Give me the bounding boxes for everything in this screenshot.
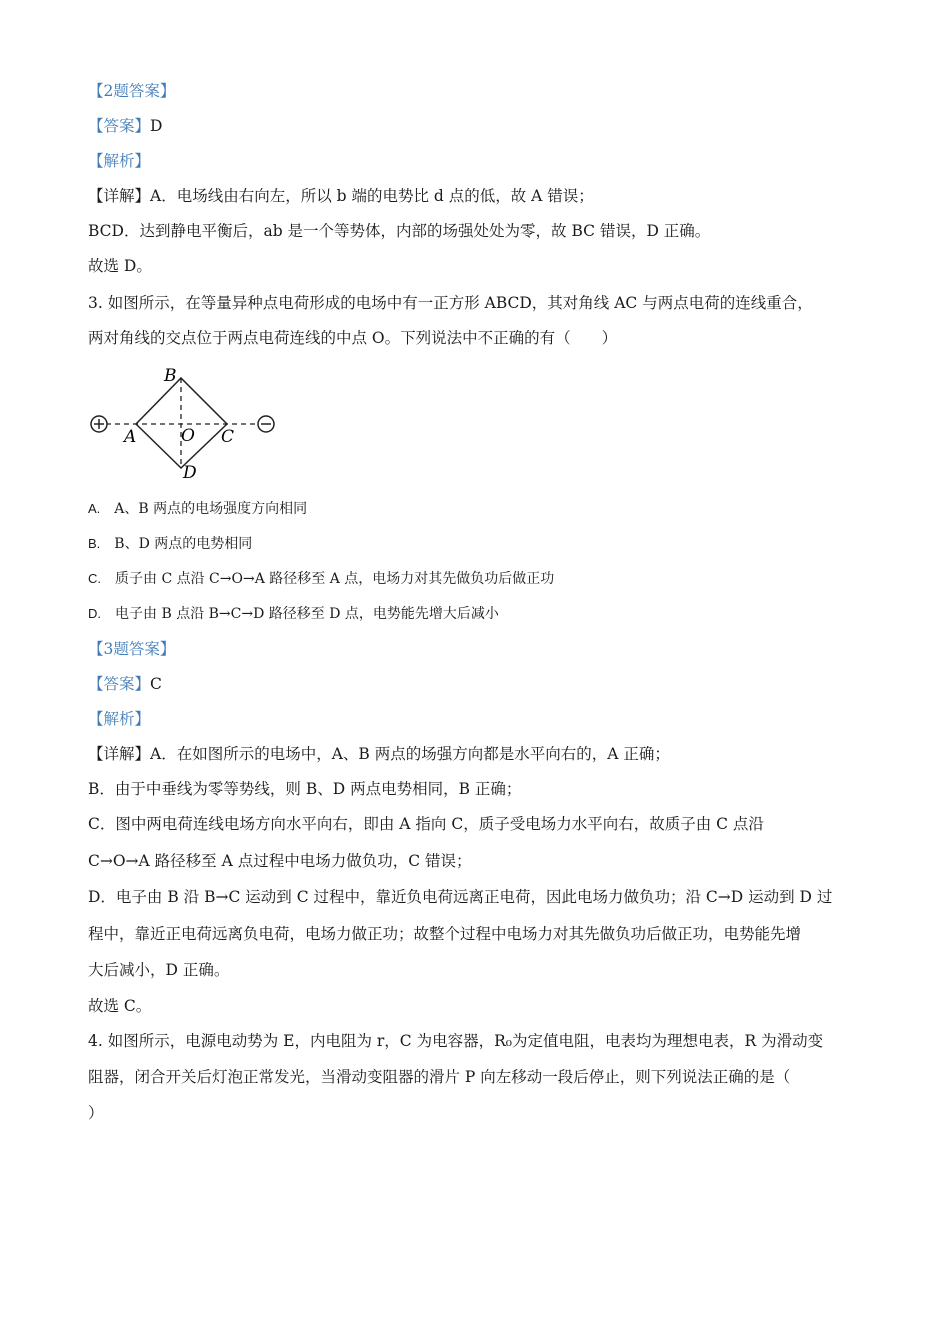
q3-option-c[interactable]: C. 质子由 C 点沿 C→O→A 路径移至 A 点，电场力对其先做负功后做正功 (88, 571, 555, 587)
q2-detail-1: 【详解】A．电场线由右向左，所以 b 端的电势比 d 点的低，故 A 错误； (88, 187, 594, 205)
q3-option-d[interactable]: D. 电子由 B 点沿 B→C→D 路径移至 D 点，电势能先增大后减小 (88, 606, 499, 622)
q3-option-a[interactable]: A. A、B 两点的电场强度方向相同 (88, 501, 308, 517)
q3-answer-header: 【3题答案】 (88, 640, 176, 658)
q4-stem-line-2: 阻器，闭合开关后灯泡正常发光，当滑动变阻器的滑片 P 向左移动一段后停止，则下列说法正确的是（ (88, 1068, 791, 1086)
label-c: C (221, 427, 235, 447)
label-b: B (164, 366, 177, 386)
label-o: O (181, 426, 195, 446)
q3-detail-2: B．由于中垂线为零等势线，则 B、D 两点电势相同，B 正确； (88, 780, 522, 798)
q2-conclusion: 故选 D。 (88, 257, 152, 275)
q3-analysis-header: 【解析】 (88, 710, 151, 728)
q3-detail-7: 大后减小，D 正确。 (88, 961, 230, 979)
label-d: D (183, 463, 197, 482)
q2-answer-header: 【2题答案】 (88, 82, 176, 100)
q3-detail-4: C→O→A 路径移至 A 点过程中电场力做负功，C 错误； (88, 852, 472, 870)
q2-analysis-header: 【解析】 (88, 152, 151, 170)
q4-stem-line-3: ） (88, 1104, 104, 1122)
q3-detail-1: 【详解】A．在如图所示的电场中，A、B 两点的场强方向都是水平向右的，A 正确； (88, 745, 670, 763)
q3-detail-3: C．图中两电荷连线电场方向水平向右，即由 A 指向 C，质子受电场力水平向右，故质子由 C 点沿 (88, 815, 764, 833)
q3-stem-line-2: 两对角线的交点位于两点电荷连线的中点 O。下列说法中不正确的有（ ） (88, 329, 618, 347)
q2-detail-2: BCD．达到静电平衡后，ab 是一个等势体，内部的场强处处为零，故 BC 错误，D 正确。 (88, 222, 711, 240)
q4-stem-line-1: 4. 如图所示，电源电动势为 E，内电阻为 r，C 为电容器，R₀为定值电阻，电表均为理想电表，R 为滑动变 (88, 1032, 824, 1050)
q3-detail-6: 程中，靠近正电荷远离负电荷，电场力做正功；故整个过程中电场力对其先做负功后做正功，电势能先增 (88, 925, 802, 943)
label-a: A (124, 427, 137, 447)
q3-option-b[interactable]: B. B、D 两点的电势相同 (88, 536, 253, 552)
positive-charge-icon (91, 416, 107, 432)
q3-detail-5: D．电子由 B 沿 B→C 运动到 C 过程中，靠近负电荷远离正电荷，因此电场力做负功；沿 C→D 运动到 D 过 (88, 888, 833, 906)
q2-answer: 【答案】D (88, 117, 163, 135)
q3-stem-line-1: 3. 如图所示，在等量异种点电荷形成的电场中有一正方形 ABCD，其对角线 AC 与两点电荷的连线重合， (88, 294, 813, 312)
negative-charge-icon (258, 416, 274, 432)
q3-conclusion: 故选 C。 (88, 997, 152, 1015)
q3-answer: 【答案】C (88, 675, 162, 693)
square-charge-diagram (86, 364, 286, 482)
